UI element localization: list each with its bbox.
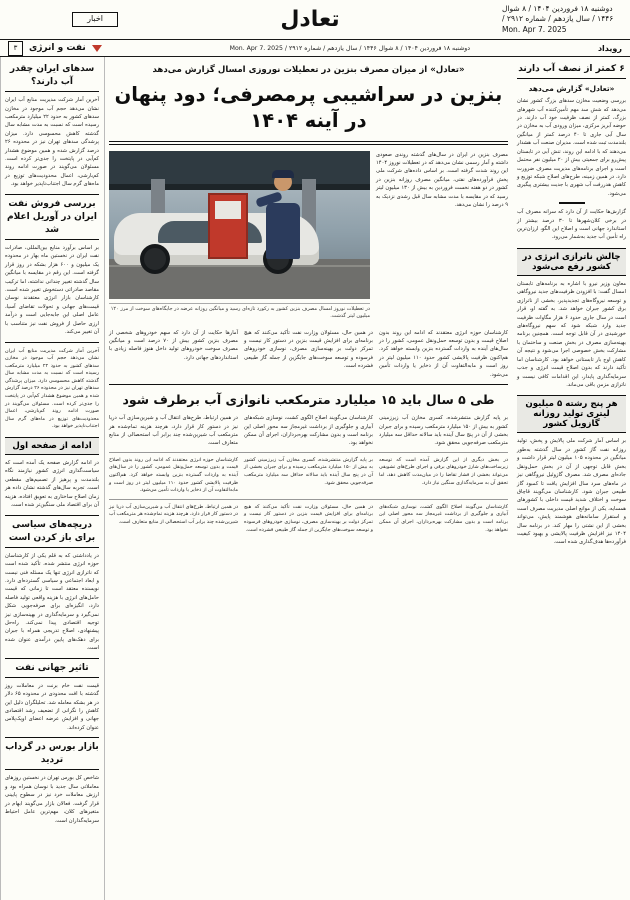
triangle-marker-icon xyxy=(92,45,102,52)
main-column xyxy=(104,57,512,900)
right-item2-title: بررسی فروش نفت ایران در آوریل اعلام شد xyxy=(5,194,99,240)
photo-attendant-cap xyxy=(272,170,294,178)
lead-body-3: در همین حال، مسئولان وزارت نفت تأکید می‌کنند که هیچ برنامه‌ای برای افزایش قیمت بنزین در دستور کار نیست و تمرکز دولت بر بهینه‌سازی مصرف، نوسازی خودروهای فرسوده و توسعه سوخت‌های جایگزین از جمله گاز طبیعی فشرده است. xyxy=(244,329,373,370)
main-headline: بنزین در سراشیبی پرمصرفی؛ دود پنهان در آینه ۱۴۰۴ xyxy=(114,82,503,133)
rubric-label: رویداد xyxy=(597,43,622,53)
right-item5-body: قیمت نفت خام برنت در معاملات روز گذشته با افت محدودی در محدوده ۶۵ دلار در هر بشکه معامله شد. تحلیلگران دلیل این کاهش را نگرانی از تضعیف رشد اقتصادی جهانی و افزایش عرضه اعضای اوپک‌پلاس عنوان کرده‌اند. xyxy=(5,682,99,731)
lead-body-2-repeat: کارشناسان حوزه انرژی معتقدند که ادامه این روند بدون اصلاح قیمت و بدون توسعه حمل‌ونقل عمومی، کشور را در سال‌های آینده به واردات گسترده بنزین وابسته خواهد کرد. هم‌اکنون ظرفیت پالایشی کشور حدود ۱۱۰ میلیون لیتر در روز است و مابه‌التفاوت آن از ذخایر یا واردات تأمین می‌شود. xyxy=(109,456,238,494)
left-item2-body: معاون وزیر نیرو با اشاره به برنامه‌های تابستان امسال گفت: با افزودن ظرفیت‌های جدید نیروگاهی و توسعه نیروگاه‌های تجدیدپذیر، بخشی از ناترازی برق کشور جبران خواهد شد. به گفته او، قرار است در سال جاری حدود ۶ هزار مگاوات ظرفیت جدید وارد شبکه شود که سهم نیروگاه‌های خورشیدی در آن قابل توجه است. همچنین برنامه بهینه‌سازی مصرف در بخش صنعت و ساختمان با مشارکت بخش خصوصی اجرا می‌شود و نتیجه آن کاهش اوج بار تابستانی خواهد بود. کارشناسان اما تأکید دارند که بدون اصلاح قیمت انرژی و جذب سرمایه‌گذاری پایدار، این اقدامات کافی نیست و ناترازی مزمن باقی می‌ماند. xyxy=(517,280,626,388)
left-item1-kicker: «تعادل» گزارش می‌دهد xyxy=(528,84,615,94)
photo-attendant-torso xyxy=(266,203,300,259)
left-item1-body2: گزارش‌ها حکایت از آن دارد که سرانه مصرف آب در برخی کلان‌شهرها تا ۳۰ درصد بیشتر از استاندارد جهانی است و اصلاح این الگو، ارزان‌ترین راه تأمین آب جدید به‌شمار می‌رود. xyxy=(517,209,627,241)
lead-body-1: مصرف بنزین در ایران در سال‌های گذشته روندی صعودی داشته و آمار رسمی نشان می‌دهد که در تعطیلات نوروز ۱۴۰۴ این روند شدت گرفته است. بر اساس داده‌های شرکت ملی پخش فرآورده‌های نفتی، میانگین مصرف روزانه بنزین در کشور در دو هفته نخست فروردین به بیش از ۱۳۰ میلیون لیتر رسید که در مقایسه با مدت مشابه سال قبل رشدی نزدیک به ۹ درصد را نشان می‌دهد. xyxy=(376,151,508,209)
divider xyxy=(559,202,585,204)
left-item1-body: بررسی وضعیت مخازن سدهای بزرگ کشور نشان می‌دهد که شش سد مهم تأمین‌کننده آب شهرهای بزرگ، کمتر از نصف ظرفیت خود آب دارند. در حوضه آبریز مرکزی، میزان ورودی آب به مخازن در سال آبی جاری تا ۴۰ درصد کمتر از میانگین بلندمدت ثبت شده است. مدیران صنعت آب هشدار می‌دهند که با ادامه این روند، تنش آبی در تابستان پیش‌رو برای جمعیتی بیش از ۲۰ میلیون نفر محتمل است و اجرای برنامه‌های مدیریت مصرف ضرورت دارد. در همین زمینه، طرح‌های اصلاح شبکه توزیع و کاهش هدررفت آب شهری با جدیت بیشتری پیگیری می‌شود. xyxy=(517,98,626,197)
lead-body-3-repeat: در همین حال، مسئولان وزارت نفت تأکید می‌کنند که هیچ برنامه‌ای برای افزایش قیمت بنزین در دستور کار نیست و تمرکز دولت بر بهینه‌سازی مصرف، نوسازی خودروهای فرسوده و توسعه سوخت‌های جایگزین از جمله گاز طبیعی فشرده است. xyxy=(244,503,373,533)
right-item6-body: شاخص کل بورس تهران در نخستین روزهای معاملاتی سال جدید با نوسان همراه بود و ارزش معاملات خرد نیز در سطوح پایینی قرار گرفت. فعالان بازار می‌گویند ابهام در متغیرهای کلان، مهم‌ترین عامل احتیاط سرمایه‌گذاران است. xyxy=(5,775,99,824)
divider xyxy=(109,452,508,453)
right-item4-body: در یادداشتی که به قلم یکی از کارشناسان حوزه انرژی منتشر شده، تأکید شده است که ناترازی انرژی تنها یک مسئله فنی نیست و ابعاد اجتماعی و سیاسی گسترده‌ای دارد. نویسنده معتقد است تا زمانی که قیمت حامل‌های انرژی با هزینه واقعی تولید فاصله دارد، انگیزه‌ای برای صرفه‌جویی شکل نمی‌گیرد و سرمایه‌گذاری در بهینه‌سازی نیز توجیه اقتصادی پیدا نمی‌کند. راه‌حل پیشنهادی، اصلاح تدریجی همراه با جبران برای دهک‌های پایین درآمدی عنوان شده است. xyxy=(5,552,99,652)
masthead-right-meta xyxy=(8,12,118,27)
divider xyxy=(5,342,99,343)
newspaper-logo: تعادل xyxy=(280,7,340,32)
right-item4-title: دریچه‌های سیاسی برای باز کردن است xyxy=(5,515,99,548)
photo-canopy xyxy=(109,151,370,185)
masthead-left-meta xyxy=(502,4,622,34)
right-item3-body: در ادامه گزارش صفحه یک آمده است که سیاست‌گذاری انرژی کشور نیازمند نگاه بلندمدت و پرهیز از تصمیم‌های مقطعی است. تجربه سال‌های گذشته نشان داده هر زمان اصلاح ساختاری به تعویق افتاده، هزینه آن برای اقتصاد ملی سنگین‌تر شده است. xyxy=(5,460,99,509)
photo-fuel-pump xyxy=(208,193,248,259)
masthead-badge: اخبار xyxy=(72,12,118,27)
mid-story-para-2: کارشناسان می‌گویند اصلاح الگوی کشت، نوسازی شبکه‌های آبیاری و جلوگیری از برداشت غیرمجاز سه محور اصلی این برنامه است و بدون مشارکت بهره‌برداران، اجرای آن ممکن نخواهد بود. xyxy=(244,415,373,447)
section-bar xyxy=(0,40,630,57)
lead-photo xyxy=(109,151,370,299)
lead-body-5: در بخش دیگری از این گزارش آمده است که توسعه زیرساخت‌های شارژ خودروهای برقی و اجرای طرح‌های تشویقی می‌تواند بخشی از فشار تقاضا را در میان‌مدت کاهش دهد، اما تحقق آن به سرمایه‌گذاری سنگین نیاز دارد. xyxy=(379,456,508,486)
right-item5-title: تاثیر جهانی نفت xyxy=(5,658,99,678)
right-sidebar xyxy=(0,57,104,900)
page-number: ۳ xyxy=(8,41,23,56)
mid-story-para-2-repeat: کارشناسان می‌گویند اصلاح الگوی کشت، نوسازی شبکه‌های آبیاری و جلوگیری از برداشت غیرمجاز سه محور اصلی این برنامه است و بدون مشارکت بهره‌برداران، اجرای آن ممکن نخواهد بود. xyxy=(379,503,508,533)
mid-story-para-3-repeat: در همین ارتباط، طرح‌های انتقال آب و شیرین‌سازی آب دریا نیز در دستور کار قرار دارد، هرچند هزینه تمام‌شده هر مترمکعب آب شیرین‌شده چند برابر آب استحصالی از منابع متعارف است. xyxy=(109,503,238,526)
right-item1-body: آخرین آمار شرکت مدیریت منابع آب ایران نشان می‌دهد حجم آب موجود در مخازن سدهای کشور به حدود ۲۲ میلیارد مترمکعب رسیده است که نسبت به مدت مشابه سال گذشته کاهش محسوسی دارد. میزان پرشدگی سدهای تهران نیز در محدوده ۲۶ درصد گزارش شده و همین موضوع هشدار کم‌آبی در پایتخت را جدی‌تر کرده است. مسئولان می‌گویند در صورت ادامه روند کم‌بارشی، اعمال محدودیت‌های توزیع در ماه‌های گرم سال اجتناب‌ناپذیر خواهد بود. xyxy=(5,97,99,188)
left-sidebar xyxy=(512,57,630,900)
masthead xyxy=(0,0,630,40)
divider xyxy=(109,499,508,500)
right-item3-title: ادامه از صفحه اول xyxy=(5,437,99,455)
page-body xyxy=(0,57,630,900)
mid-story-para-1-repeat: بر پایه گزارش منتشرشده، کسری مخازن آب زیرزمینی کشور به بیش از ۱۵۰ میلیارد مترمکعب رسیده و برای جبران بخشی از آن در پنج سال آینده باید سالانه حداقل سه میلیارد مترمکعب صرفه‌جویی محقق شود. xyxy=(244,456,373,486)
right-item1-body-repeat: آخرین آمار شرکت مدیریت منابع آب ایران نشان می‌دهد حجم آب موجود در مخازن سدهای کشور به حدود ۲۲ میلیارد مترمکعب رسیده است که نسبت به مدت مشابه سال گذشته کاهش محسوسی دارد. میزان پرشدگی سدهای تهران نیز در محدوده ۲۶ درصد گزارش شده و همین موضوع هشدار کم‌آبی در پایتخت را جدی‌تر کرده است. مسئولان می‌گویند در صورت ادامه روند کم‌بارشی، اعمال محدودیت‌های توزیع در ماه‌های گرم سال اجتناب‌ناپذیر خواهد بود. xyxy=(5,347,99,430)
photo-attendant xyxy=(260,173,306,259)
mid-story-para-1: بر پایه گزارش منتشرشده، کسری مخازن آب زیرزمینی کشور به بیش از ۱۵۰ میلیارد مترمکعب رسیده و برای جبران بخشی از آن در پنج سال آینده باید سالانه حداقل سه میلیارد مترمکعب صرفه‌جویی محقق شود. xyxy=(379,415,508,447)
lead-body-2: کارشناسان حوزه انرژی معتقدند که ادامه این روند بدون اصلاح قیمت و بدون توسعه حمل‌ونقل عمومی، کشور را در سال‌های آینده به واردات گسترده بنزین وابسته خواهد کرد. هم‌اکنون ظرفیت پالایشی کشور حدود ۱۱۰ میلیون لیتر در روز است و مابه‌التفاوت آن از ذخایر یا واردات تأمین می‌شود. xyxy=(379,329,508,378)
photo-caption: در تعطیلات نوروز امسال مصرف بنزین کشور به رکورد تازه‌ای رسید و میانگین روزانه عرضه در جایگاه‌های سوخت از مرز ۱۲۰ میلیون لیتر گذشت. xyxy=(109,303,370,321)
right-item1-title: سد‌های ایران چقدر آب دارند؟ xyxy=(5,60,99,92)
photo-car-wheel xyxy=(140,244,170,274)
mid-story-headline: طی ۵ سال باید ۱۵ میلیارد مترمکعب نانوازی آب برطرف شود xyxy=(122,392,495,408)
masthead-dateline: دوشنبه ۱۸ فروردین ۱۴۰۴ / ۸ شوال ۱۴۴۶ / سال یازدهم / شماره ۲۹۱۲ / Mon. Apr 7. 2025 xyxy=(502,4,614,34)
section-label: نفت و انرژی xyxy=(29,43,86,53)
left-item1-title: ۶ کمتر از نصف آب دارند xyxy=(517,60,626,79)
masthead-center xyxy=(118,7,502,32)
right-item2-body: بر اساس برآورد منابع بین‌المللی، صادرات نفت ایران در نخستین ماه بهار در محدوده یک میلیون و ۶۰۰ هزار بشکه در روز قرار گرفته است. این رقم در مقایسه با میانگین سال گذشته تغییر چندانی نداشته، اما ترکیب مقاصد صادراتی دستخوش تغییر شده است. کارشناسان بازار انرژی معتقدند نوسان قیمت‌های جهانی و تحولات تقاضای آسیا، عامل اصلی این جابه‌جایی است و درآمد ارزی حاصل از فروش نفت نیز متناسب با آن تغییر می‌کند. xyxy=(5,244,99,336)
left-item3-body: بر اساس آمار شرکت ملی پالایش و پخش، تولید روزانه نفت گاز کشور در سال گذشته به‌طور میانگین در محدوده ۱۰۵ میلیون لیتر قرار داشت و بخش قابل توجهی از آن در بخش حمل‌ونقل جاده‌ای مصرف شد. مصرف گازوئیل نیروگاهی نیز در ماه‌های سرد سال افزایش یافت تا کمبود گاز طبیعی جبران شود. کارشناسان می‌گویند قاچاق سوخت و اختلاف شدید قیمت داخلی با کشورهای همسایه، یکی از موانع اصلی مدیریت مصرف است و استقرار سامانه‌های هوشمند پایش، می‌تواند بخشی از این نشتی را مهار کند. در برنامه سال ۱۴۰۴ نیز افزایش ظرفیت پالایشی و بهبود کیفیت فرآورده‌ها هدف‌گذاری شده است. xyxy=(517,438,626,546)
lead-quote: «تعادل» از میزان مصرف بنزین در تعطیلات نوروزی امسال گزارش می‌دهد xyxy=(152,65,465,75)
lead-body-4: آمارها حکایت از آن دارد که سهم خودروهای شخصی از مصرف بنزین کشور بیش از ۷۰ درصد است و میانگین مصرف سوخت خودروهای تولید داخل هنوز فاصله زیادی با استانداردهای جهانی دارد. xyxy=(109,329,238,361)
left-item2-title: چالش ناترازی انرژی در کشور رفع می‌شود xyxy=(517,248,626,276)
divider xyxy=(109,141,508,145)
right-item6-title: بازار بورس در گرداب تردید xyxy=(5,737,99,770)
mid-story-para-3: در همین ارتباط، طرح‌های انتقال آب و شیرین‌سازی آب دریا نیز در دستور کار قرار دارد، هرچند هزینه تمام‌شده هر مترمکعب آب شیرین‌شده چند برابر آب استحصالی از منابع متعارف است. xyxy=(109,415,238,447)
divider xyxy=(109,384,508,385)
section-bar-dateline: دوشنبه ۱۸ فروردین ۱۴۰۴ / ۸ شوال ۱۴۴۶ / سال یازدهم / شماره ۲۹۱۲ / Mon. Apr 7. 2025 xyxy=(229,44,471,52)
left-item3-title: هر پنج رشته ۵ میلیون لیتری تولید روزانه گازویل کشور xyxy=(517,395,626,433)
